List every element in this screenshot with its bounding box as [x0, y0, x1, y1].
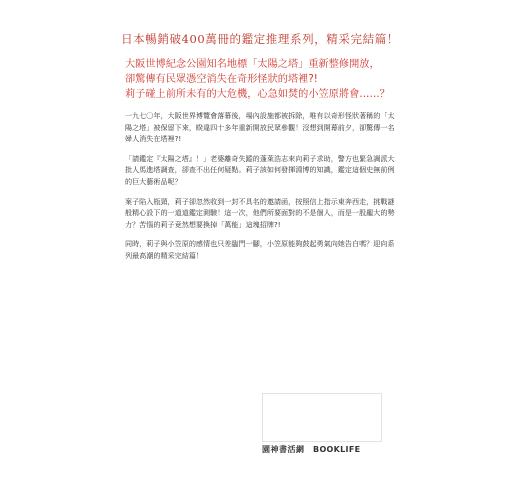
- brand-booklife-logo: BOOKLIFE: [313, 445, 361, 454]
- brand-chinese-name: 園神書活網: [262, 445, 305, 454]
- publisher-brand: [262, 444, 382, 455]
- headline-line: 大阪世博紀念公園知名地標「太陽之塔」重新整修開放，: [125, 59, 380, 70]
- cover-image-placeholder: [262, 393, 382, 442]
- headline-line: 卻驚傳有民眾憑空消失在奇形怪狀的塔裡?!: [125, 74, 318, 85]
- synopsis-paragraph: 一九七〇年，大阪世界博覽會落幕後，場內設施都被拆除，唯有以奇形怪狀著稱的「太陽之塔」被保留下來，睽違四十多年重新開放民眾參觀！沒想到開幕前夕，卻驚傳一名婦人消失在塔裡?!: [125, 111, 395, 144]
- synopsis-paragraph: 案子陷入瓶頸，莉子卻忽然收到一封不具名的邀請函，按照信上指示東奔西走，挑戰謎般精心設下的一道道鑑定測驗！這一次，他們所要面對的不是個人，而是一股龐大的勢力？苦惱的莉子竟然想要換掉「萬能」這塊招牌?!: [125, 196, 395, 229]
- synopsis-paragraph: 「請鑑定『太陽之塔』！」老婆離奇失蹤的蓬萊浩志來向莉子求助，警方也緊急調派大批人馬進塔調查，卻查不出任何疑點。莉子該如何發揮淵博的知識，鑑定這個史無前例的巨大藝術品呢？: [125, 153, 395, 186]
- synopsis-paragraph: 同時，莉子與小笠原的感情也只差臨門一腳，小笠原能夠鼓起勇氣向她告白嗎？迎向系列最高潮的精采完結篇！: [125, 239, 395, 260]
- headline-block: [125, 57, 405, 102]
- series-tagline: 日本暢銷破400萬冊的鑑定推理系列，精采完結篇！: [121, 32, 399, 46]
- synopsis-body: [125, 110, 397, 270]
- headline-line: 莉子碰上前所未有的大危機，心急如焚的小笠原將會……？: [125, 89, 390, 100]
